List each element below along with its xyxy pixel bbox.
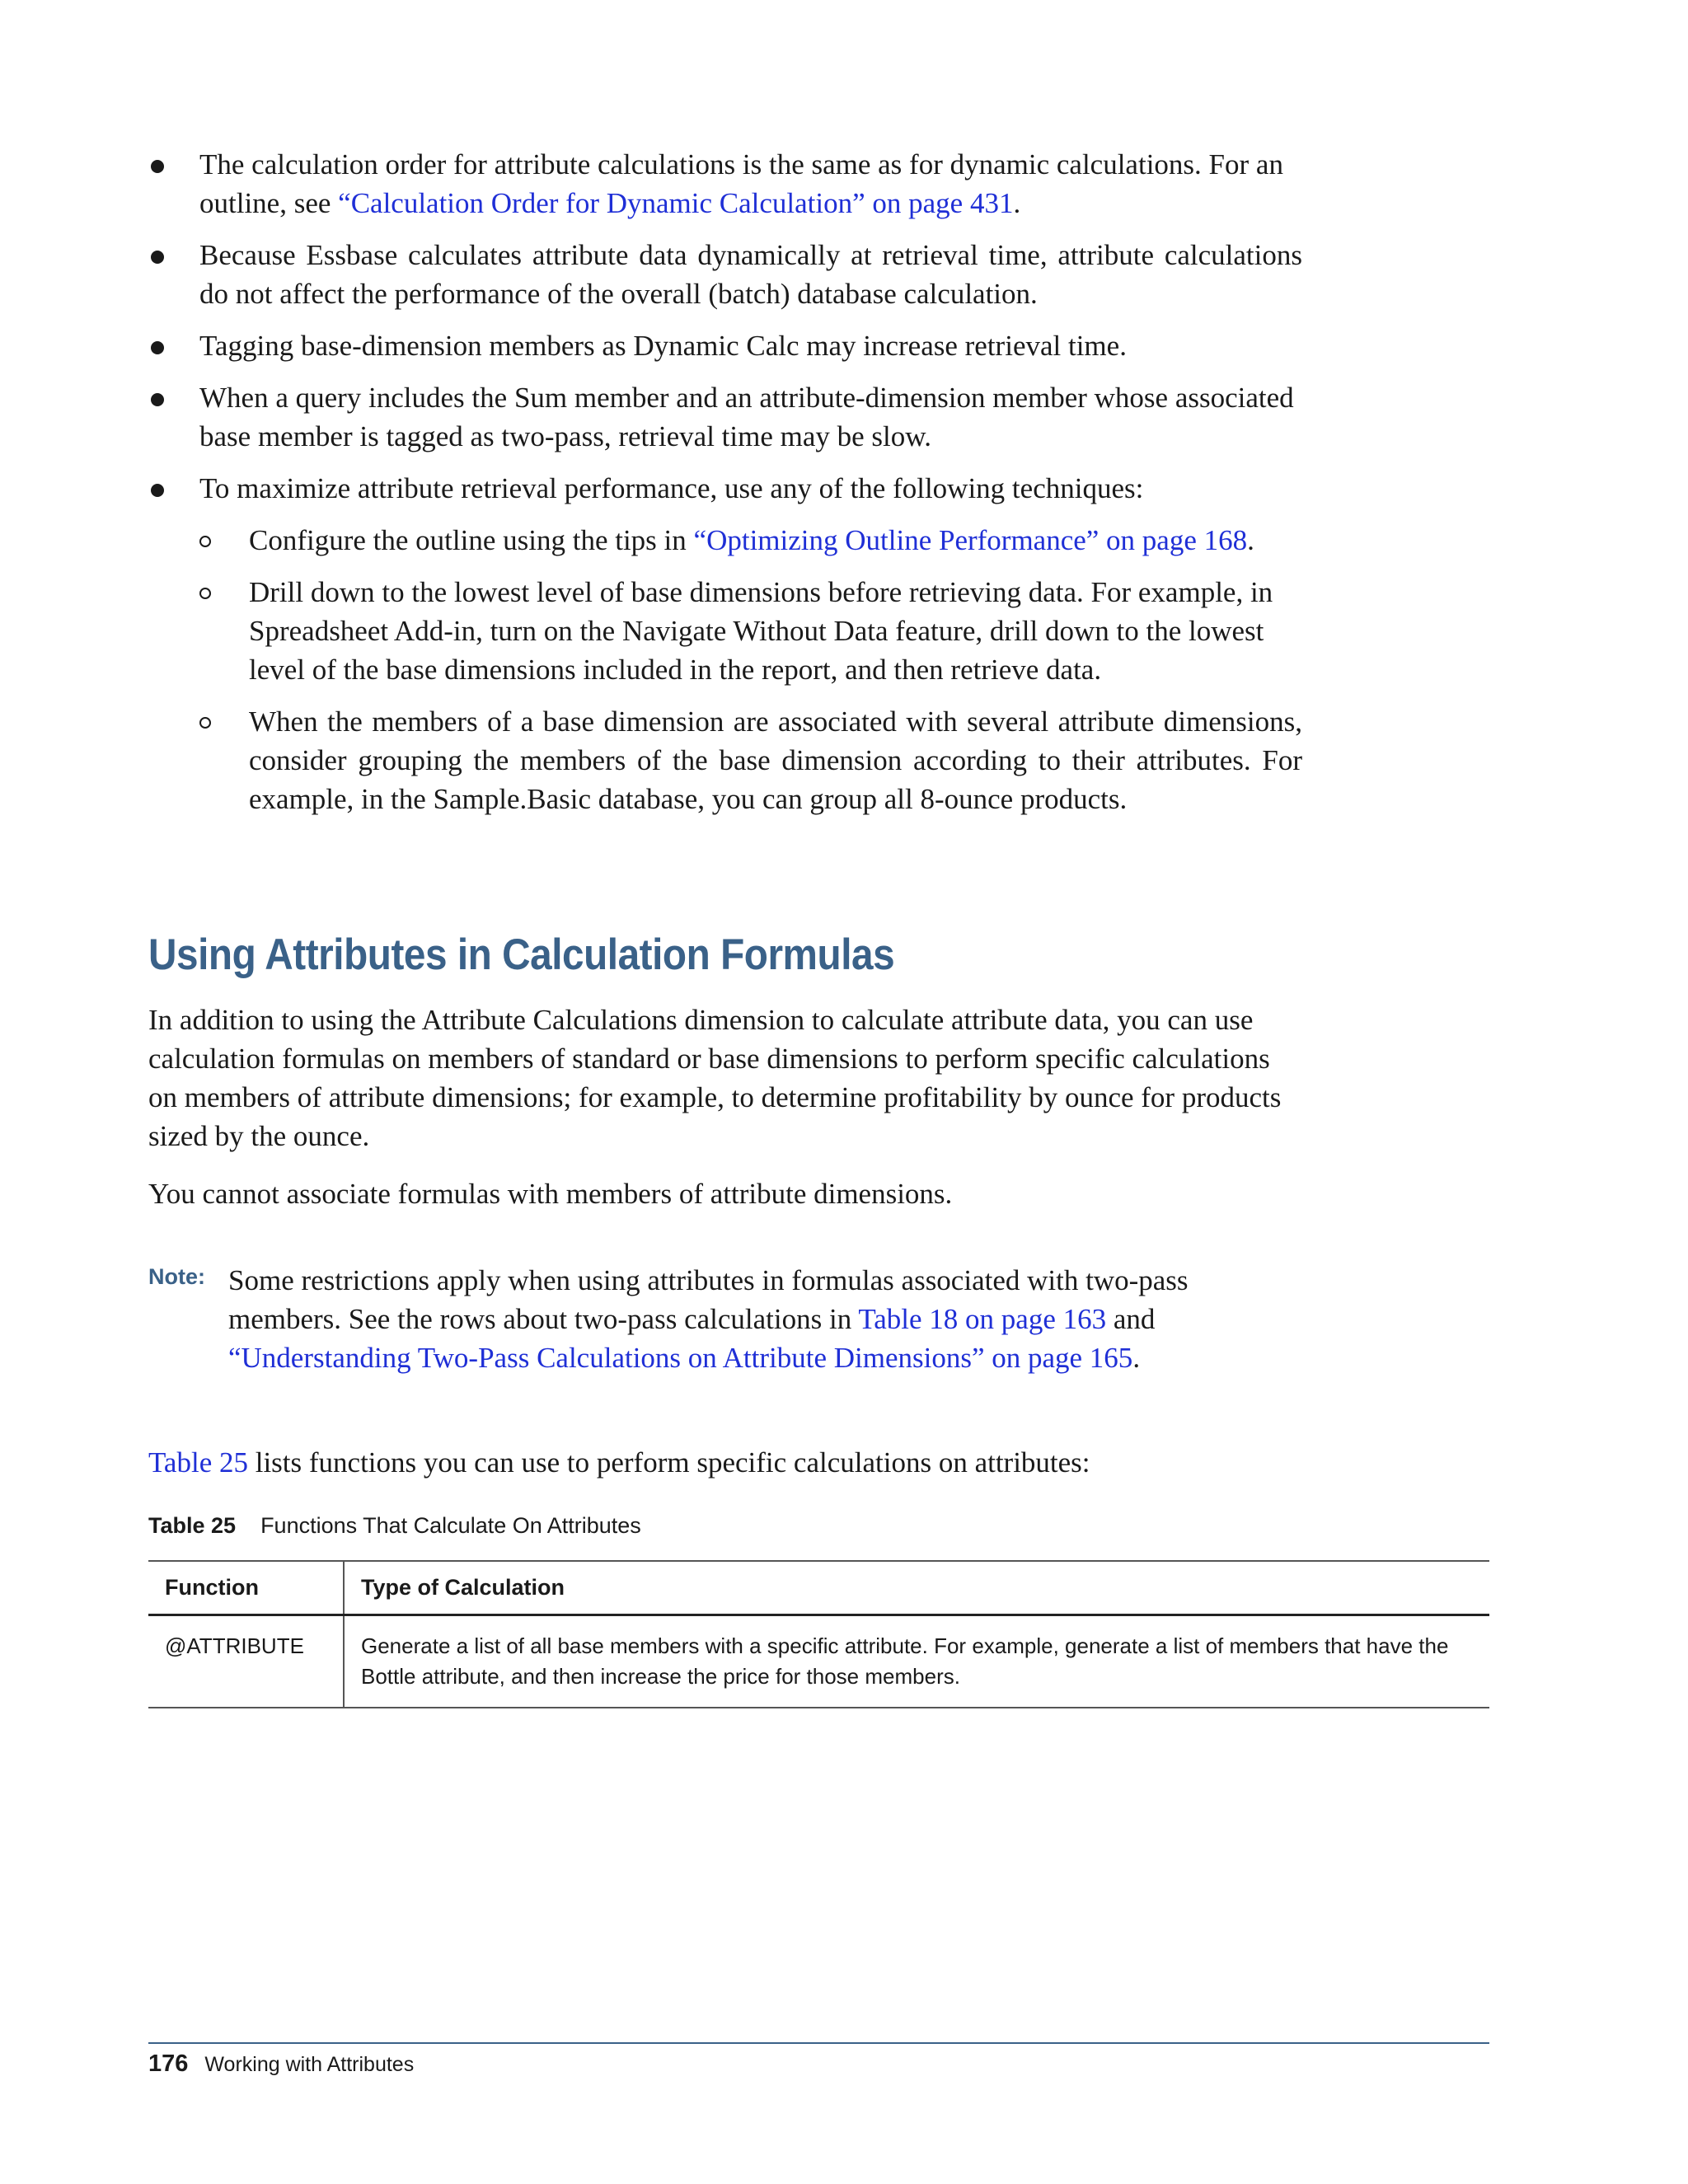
list-item — [148, 326, 1302, 365]
table-cell-description: Generate a list of all base members with a specific attribute. For example, generate a list of members that have the Bottle attribute, and then increase the price for those members. — [344, 1615, 1489, 1708]
bullet-icon — [151, 393, 164, 406]
table-row — [148, 1615, 1489, 1708]
footer-divider — [148, 2042, 1489, 2044]
list-item-text: When a query includes the Sum member and an attribute-dimension member whose associated base member is tagged as two-pass, retrieval time may be slow. — [199, 382, 1294, 452]
paragraph: In addition to using the Attribute Calculations dimension to calculate attribute data, you can use calculation formulas on members of standard or base dimensions to perform specific calculations on members of attribute dimensions; for example, to determine profitability by ounce for products sized by the ounce. — [148, 1004, 1282, 1152]
list-item-text: The calculation order for attribute calculations is the same as for dynamic calculations. For an outline, see — [199, 148, 1283, 219]
table-caption-title: Functions That Calculate On Attributes — [260, 1513, 641, 1538]
table-reference-link[interactable]: Table 25 — [148, 1446, 248, 1479]
list-item-text: To maximize attribute retrieval performance, use any of the following techniques: — [199, 472, 1144, 504]
section-heading: Using Attributes in Calculation Formulas — [148, 930, 895, 979]
bullet-icon — [151, 160, 164, 173]
paragraph: Table 25 lists functions you can use to perform specific calculations on attributes: — [148, 1446, 1090, 1479]
table-caption — [148, 1513, 641, 1539]
list-item — [148, 469, 1302, 818]
list-item: The calculation order for attribute calculations is the same as for dynamic calculations. For an outline, see “Calculation Order for Dynamic Calculation” on page 431. — [148, 145, 1302, 223]
cross-reference-link[interactable]: “Calculation Order for Dynamic Calculation” on page 431 — [338, 187, 1014, 219]
sub-list-item: Configure the outline using the tips in “Optimizing Outline Performance” on page 168. — [199, 521, 1302, 560]
page-footer — [148, 2050, 414, 2078]
list-item — [148, 378, 1302, 456]
bullet-icon — [151, 251, 164, 264]
note-label: Note: — [148, 1264, 205, 1289]
hollow-bullet-icon — [199, 588, 211, 599]
note-block — [148, 1261, 1302, 1377]
cross-reference-link[interactable]: “Understanding Two-Pass Calculations on Attribute Dimensions” on page 165 — [228, 1342, 1133, 1374]
hollow-bullet-icon — [199, 536, 211, 547]
table-cell-function: @ATTRIBUTE — [148, 1615, 344, 1708]
hollow-bullet-icon — [199, 717, 211, 729]
footer-section-title: Working with Attributes — [204, 2053, 415, 2076]
sub-list-item: When the members of a base dimension are associated with several attribute dimensions, consider grouping the members of the base dimension according to their attributes. For example, in the Sample.Basic database, you can group all 8-ounce products. — [199, 702, 1302, 818]
functions-table — [148, 1560, 1489, 1708]
note-text: Some restrictions apply when using attributes in formulas associated with two-pass members. See the rows about two-pass calculations in Table 18 on page 163 and “Understanding Two-Pass Calculations on Attribute Dimensions” on page 165. — [228, 1264, 1189, 1374]
sub-bullet-list — [199, 521, 1302, 818]
paragraph: You cannot associate formulas with members of attribute dimensions. — [148, 1178, 953, 1210]
list-item-text: Because Essbase calculates attribute data dynamically at retrieval time, attribute calculations do not affect the performance of the overall (batch) database calculation. — [199, 239, 1302, 310]
cross-reference-link[interactable]: Table 18 on page 163 — [858, 1303, 1107, 1335]
list-item — [148, 236, 1302, 313]
page-number: 176 — [148, 2050, 189, 2077]
list-item-text: Tagging base-dimension members as Dynamic Calc may increase retrieval time. — [199, 330, 1127, 362]
cross-reference-link[interactable]: “Optimizing Outline Performance” on page 168 — [693, 524, 1248, 556]
bullet-list — [148, 145, 1302, 832]
column-header-type: Type of Calculation — [344, 1561, 1489, 1615]
bullet-icon — [151, 341, 164, 354]
table-header-row — [148, 1561, 1489, 1615]
table-caption-number: Table 25 — [148, 1513, 237, 1538]
column-header-function: Function — [148, 1561, 344, 1615]
bullet-icon — [151, 484, 164, 497]
sub-list-item: Drill down to the lowest level of base dimensions before retrieving data. For example, in Spreadsheet Add-in, turn on the Navigate Without Data feature, drill down to the lowest level of the base dimensions included in the report, and then retrieve data. — [199, 573, 1302, 689]
